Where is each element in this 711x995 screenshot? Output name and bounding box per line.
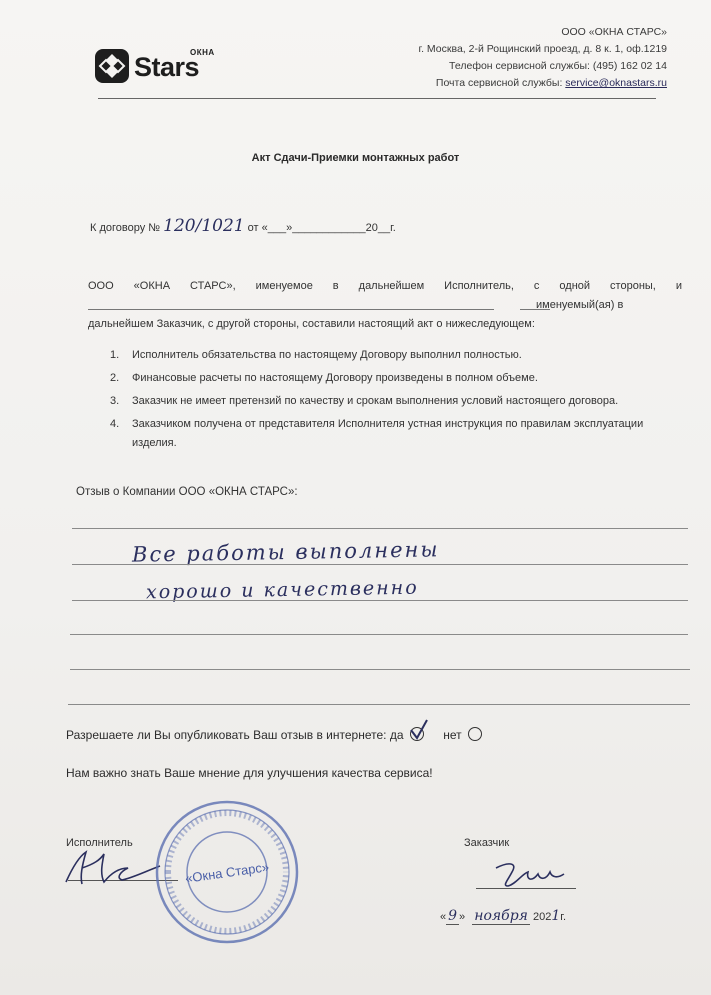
review-rule-3 [72,600,688,601]
contract-number-handwritten: 120/1021 [163,216,245,236]
review-rule-2 [72,564,688,565]
conditions-list [110,346,690,457]
publish-permission [66,727,482,742]
review-handwritten-line-1: Все работы выполнены [131,537,440,567]
header-email-link[interactable]: service@oknastars.ru [565,77,667,89]
date-day: 9 [448,908,458,924]
review-rule-1 [72,528,688,529]
logo-mark-icon [94,48,130,84]
logo-wordmark: Stars [134,52,200,82]
review-label: Отзыв о Компании ООО «ОКНА СТАРС»: [76,486,298,498]
contract-prefix: К договору № [90,222,161,234]
header-divider [98,98,656,99]
review-rule-5 [70,669,690,670]
intro-blank-tail [520,309,550,310]
header-email-label: Почта сервисной службы: [435,77,566,89]
customer-signature-line [476,888,576,889]
review-handwritten-line-2: хорошо и качественно [145,576,419,604]
customer-signature-mark [488,856,578,892]
list-item: 3. Заказчик не имеет претензий по качеству и срокам выполнения условий настоящего договора. [110,395,619,407]
intro-line-2 [520,295,682,315]
stamp-center-text: «Окна Старс» [184,859,270,886]
list-item: 1. Исполнитель обязательства по настоящему Договору выполнил полностью. [110,349,522,361]
customer-label: Заказчик [464,837,510,849]
date-month: ноября [474,908,528,924]
contract-line [90,216,396,236]
header-phone: Телефон сервисной службы: (495) 162 02 14 [449,60,667,72]
publish-question: Разрешаете ли Вы опубликовать Ваш отзыв в интернете: да [66,728,404,742]
list-item: 4. Заказчиком получена от представителя Исполнителя устная инструкция по правилам эксплуатации изделия. [110,418,644,449]
document-title: Акт Сдачи-Приемки монтажных работ [251,152,460,164]
intro-line-3: дальнейшем Заказчик, с другой стороны, составили настоящий акт о нижеследующем: [88,318,535,330]
executor-label: Исполнитель [66,837,133,849]
intro-line-2-text: именуемый(ая) в [536,299,624,311]
logo-small-text: ОКНА [190,48,215,57]
importance-note: Нам важно знать Ваше мнение для улучшения качества сервиса! [66,766,433,780]
review-rule-4 [70,634,688,635]
customer-name-blank [88,309,494,310]
intro-line-1: ООО «ОКНА СТАРС», именуемое в дальнейшем Исполнитель, с одной стороны, и [88,280,682,292]
header-email-row [419,75,667,92]
company-stamp [152,797,302,947]
list-item: 2. Финансовые расчеты по настоящему Договору произведены в полном объеме. [110,372,538,384]
checkmark-icon [409,718,429,742]
contract-date-blank: от «___»____________20__г. [247,222,396,234]
no-option[interactable] [468,727,482,741]
signing-date: « 9 » ноября 2021г. [440,908,567,924]
header-contacts [419,24,667,92]
company-logo [94,46,234,88]
review-rule-6 [68,704,690,705]
date-year-prefix: 202 [533,911,552,923]
header-company: ООО «ОКНА СТАРС» [561,26,667,38]
header-address: г. Москва, 2-й Рощинский проезд, д. 8 к. 1, оф.1219 [418,43,667,55]
date-year-handwritten: 1 [551,908,561,924]
yes-option[interactable] [410,727,424,741]
no-option-label: нет [443,728,462,742]
